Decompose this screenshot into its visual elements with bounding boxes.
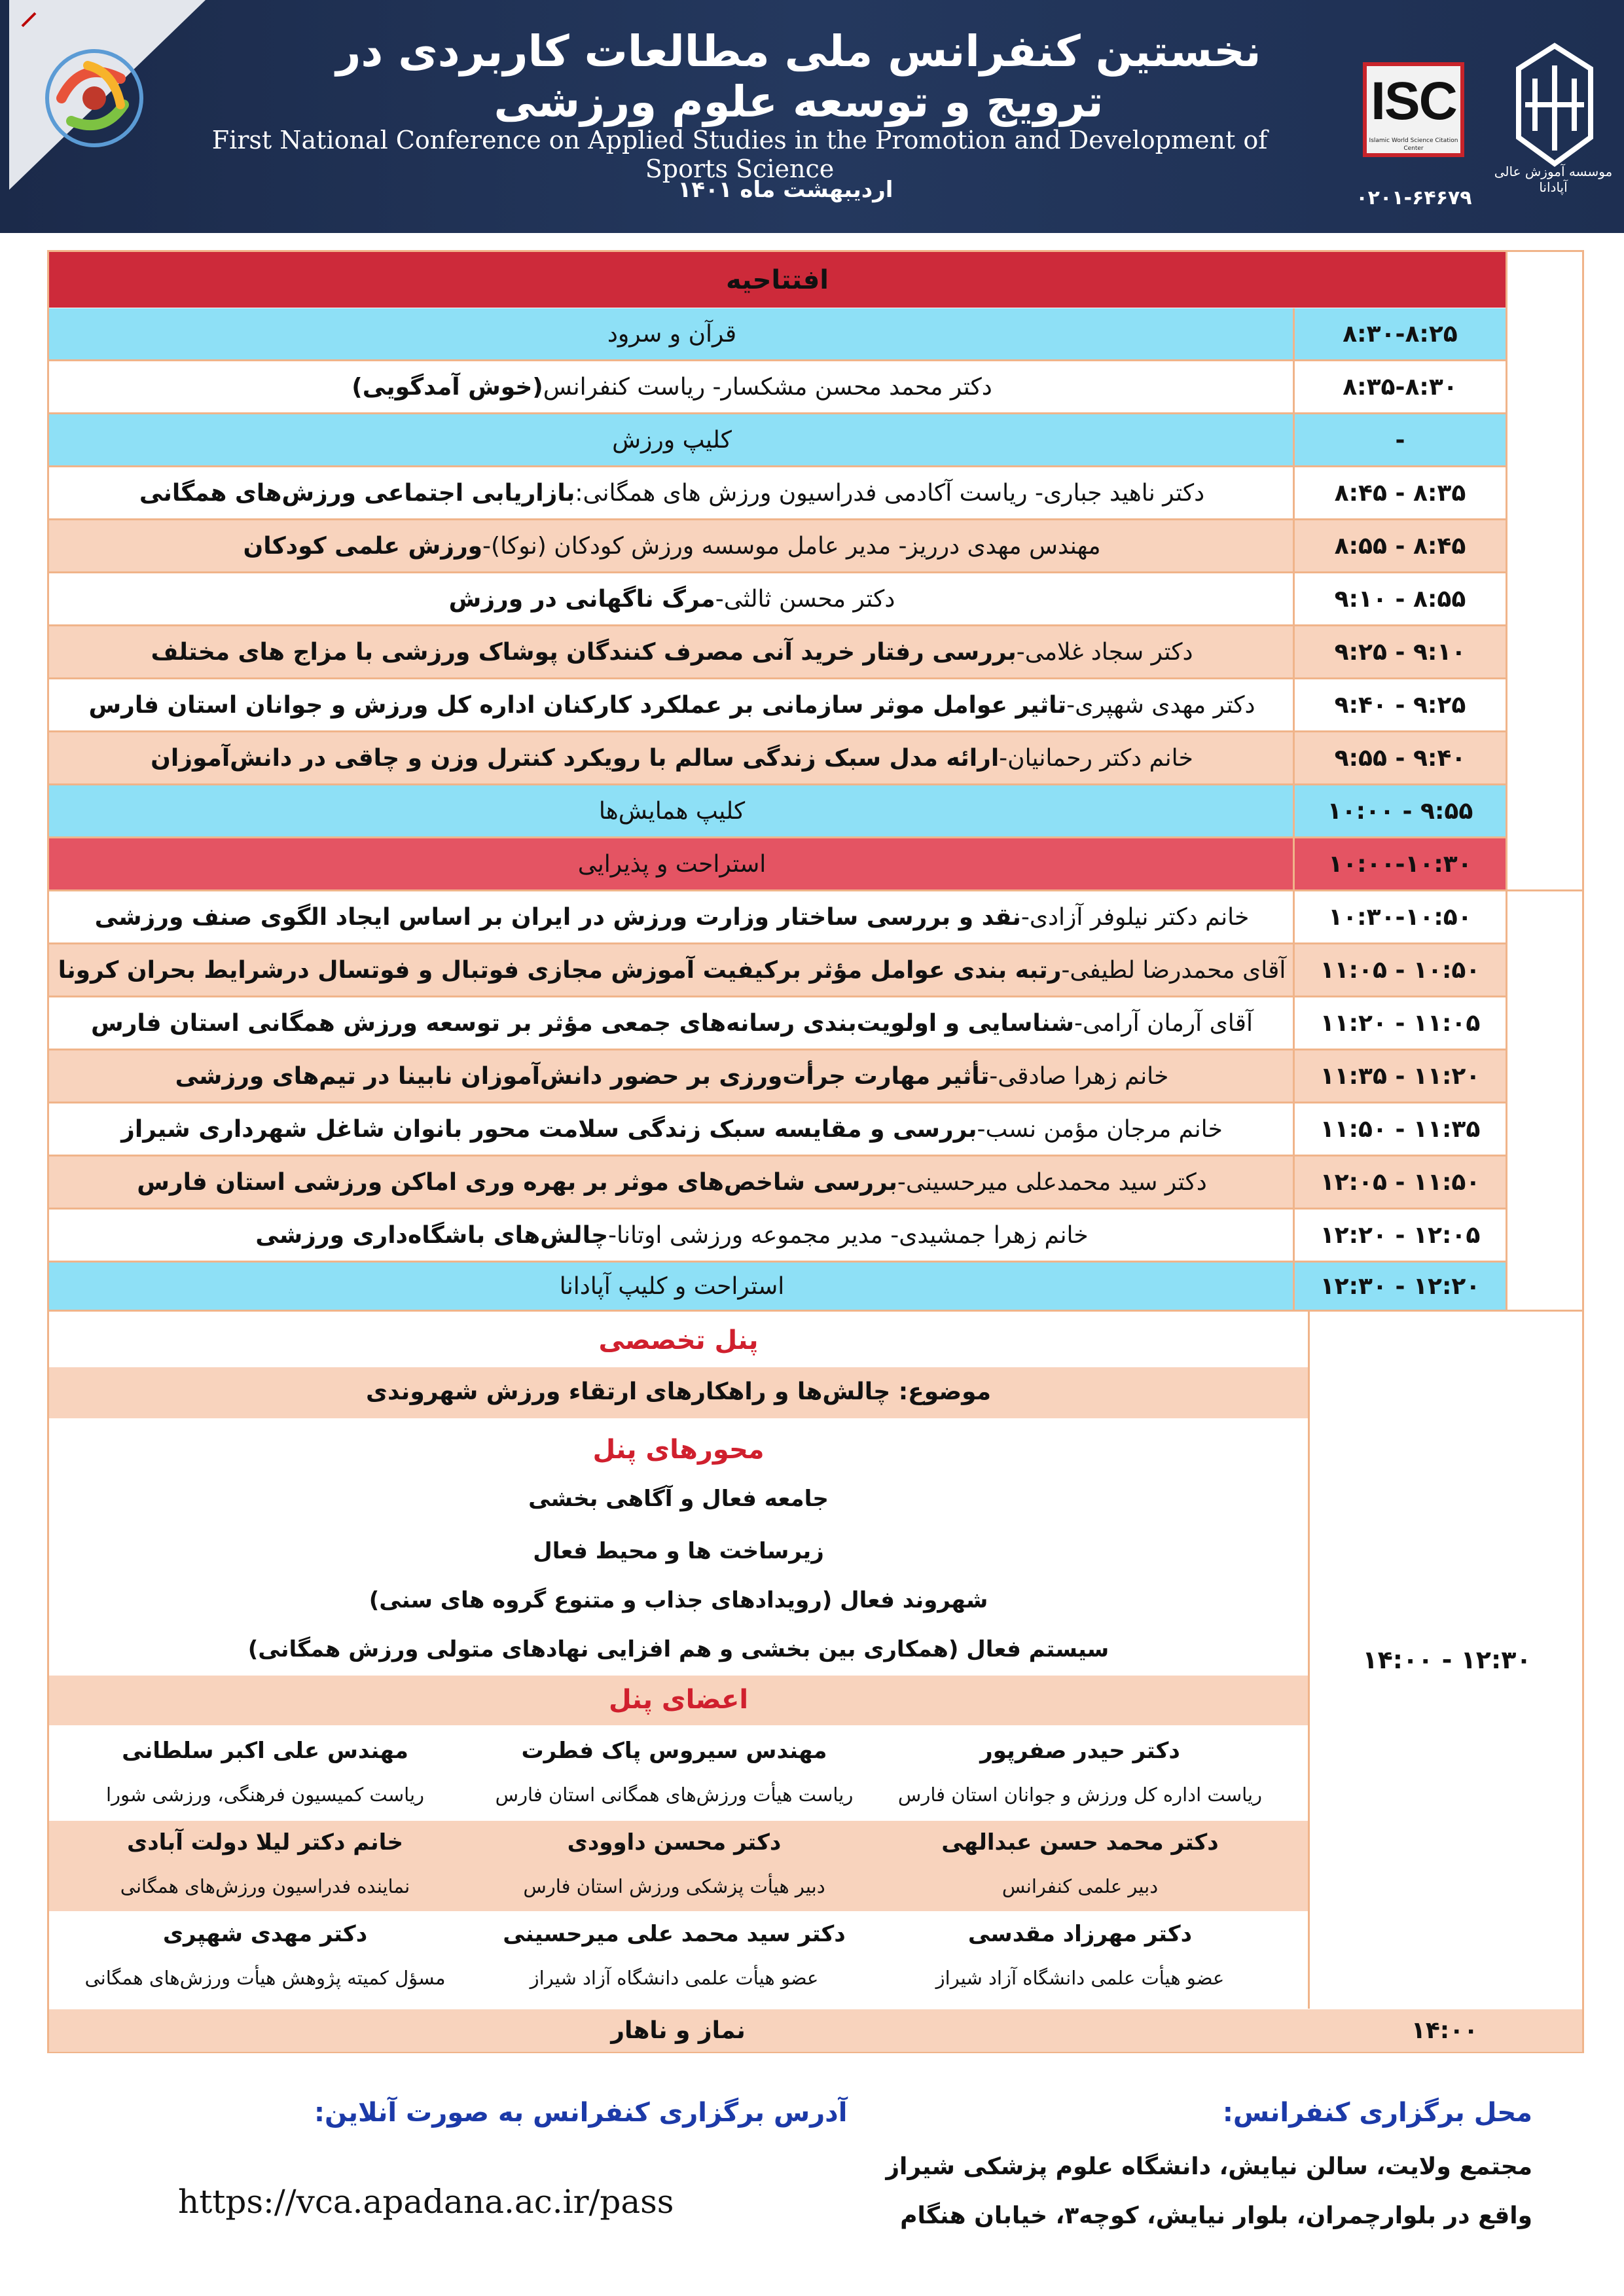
row-topic: مرگ ناگهانی در ورزش xyxy=(448,585,715,613)
panel-member-name: دکتر مهرزاد مقدسی xyxy=(967,1921,1193,1947)
schedule-row xyxy=(49,785,1506,836)
row-time: ۹:۵۵ - ۹:۴۰ xyxy=(1293,732,1506,783)
panel-time: ۱۴:۰۰ - ۱۲:۳۰ xyxy=(1308,1310,1584,2009)
lunch-row xyxy=(49,2009,1582,2052)
opening-header-label: افتتاحیه xyxy=(726,264,829,295)
venue-address-line: مجتمع ولایت، سالن نیایش، دانشگاه علوم پزشکی شیراز xyxy=(886,2153,1532,2180)
row-text: دکتر محسن ثالثی- xyxy=(715,585,895,613)
row-divider xyxy=(49,624,1506,626)
schedule-row xyxy=(49,944,1506,996)
schedule-row xyxy=(49,414,1506,465)
schedule-row xyxy=(49,679,1506,730)
row-text: مهندس مهدی درریز- مدیر عامل موسسه ورزش کودکان (نوکا)- xyxy=(482,532,1101,560)
break-row xyxy=(49,838,1506,889)
panel-axis-item: زیرساخت ها و محیط فعال xyxy=(533,1538,824,1564)
schedule-row xyxy=(49,361,1506,412)
schedule-row xyxy=(49,573,1506,624)
row-text: استراحت و کلیپ آپادانا xyxy=(559,1272,785,1300)
schedule-row xyxy=(49,1263,1506,1310)
row-talk xyxy=(49,785,1295,836)
row-time: ۹:۱۰ - ۸:۵۵ xyxy=(1293,573,1506,624)
panel-member-role: ریاست هیأت ورزش‌های همگانی استان فارس xyxy=(495,1784,854,1806)
row-topic: ورزش علمی کودکان xyxy=(243,532,483,560)
row-text: دکتر ناهید جباری- ریاست آکادمی فدراسیون ورزش های همگانی: xyxy=(575,479,1205,507)
row-talk xyxy=(49,891,1295,942)
row-divider xyxy=(49,1102,1506,1103)
schedule-row xyxy=(49,1210,1506,1261)
column-divider xyxy=(1506,252,1507,1310)
conference-title-fa: نخستین کنفرانس ملی مطالعات کاربردی در ترویج و توسعه علوم ورزشی xyxy=(336,26,1261,127)
row-talk xyxy=(49,520,1295,571)
panel-member-card xyxy=(471,1738,877,1806)
row-time: ۹:۴۰ - ۹:۲۵ xyxy=(1293,679,1506,730)
row-time: ۱۲:۳۰ - ۱۲:۲۰ xyxy=(1293,1263,1506,1310)
apadana-logo-caption: موسسه آموزش عالی آپادانا xyxy=(1494,164,1613,195)
row-divider xyxy=(49,730,1506,732)
row-time: ۱۲:۰۵ - ۱۱:۵۰ xyxy=(1293,1157,1506,1208)
row-talk xyxy=(49,308,1295,359)
row-text: خانم دکتر نیلوفر آزادی- xyxy=(1020,903,1250,931)
panel-member-card xyxy=(62,1921,468,1989)
isc-logo-text: ISC xyxy=(1371,71,1456,131)
row-talk xyxy=(49,1103,1295,1155)
row-topic: نقد و بررسی ساختار وزارت ورزش در ایران بر اساس ایجاد الگوی صنف ورزشی xyxy=(94,903,1021,931)
row-text: خانم زهرا صادقی- xyxy=(989,1062,1169,1090)
row-divider xyxy=(49,465,1506,467)
row-text: دکتر محمد محسن مشکسار- ریاست کنفرانس xyxy=(543,373,992,401)
row-text: خانم زهرا جمشیدی- مدیر مجموعه ورزشی اوتانا- xyxy=(608,1221,1089,1249)
row-talk xyxy=(49,1050,1295,1102)
panel-member-card xyxy=(62,1738,468,1806)
row-talk xyxy=(49,1263,1295,1310)
isc-logo xyxy=(1363,62,1464,157)
panel-member-role: دبیر هیأت پزشکی ورزش استان فارس xyxy=(523,1875,825,1897)
panel-member-card xyxy=(877,1738,1283,1806)
row-divider xyxy=(49,1208,1506,1210)
schedule-row xyxy=(49,626,1506,677)
row-time: ۱۲:۲۰ - ۱۲:۰۵ xyxy=(1293,1210,1506,1261)
row-time: ۱۰:۳۰-۱۰:۵۰ xyxy=(1293,891,1506,942)
row-topic: بررسی شاخص‌های موثر بر بهره وری اماکن ورزشی استان فارس xyxy=(137,1168,897,1196)
row-time: ۱۰:۰۰ - ۹:۵۵ xyxy=(1293,785,1506,836)
row-divider xyxy=(49,783,1506,785)
row-time: ۱۰:۰۰-۱۰:۳۰ xyxy=(1293,838,1506,889)
row-text: استراحت و پذیرایی xyxy=(577,850,767,878)
schedule-row xyxy=(49,1157,1506,1208)
lunch-label: نماز و ناهار xyxy=(611,2017,746,2044)
row-text: دکتر مهدی شهپری- xyxy=(1066,691,1255,719)
panel-member-role: عضو هیأت علمی دانشگاه آزاد شیراز xyxy=(935,1967,1225,1989)
online-address-label: آدرس برگزاری کنفرانس به صورت آنلاین: xyxy=(314,2098,848,2128)
lunch-time: ۱۴:۰۰ xyxy=(1411,2017,1479,2044)
panel-axis-item: جامعه فعال و آگاهی بخشی xyxy=(528,1486,829,1512)
row-talk xyxy=(49,1210,1295,1261)
row-divider xyxy=(49,1261,1506,1263)
row-time: ۱۱:۲۰ - ۱۱:۰۵ xyxy=(1293,997,1506,1049)
schedule-row xyxy=(49,997,1506,1049)
panel-member-name: مهندس علی اکبر سلطانی xyxy=(122,1738,408,1764)
row-talk xyxy=(49,573,1295,624)
schedule-row xyxy=(49,1050,1506,1102)
row-topic: شناسایی و اولویت‌بندی رسانه‌های جمعی مؤثر بر توسعه ورزش همگانی استان فارس xyxy=(91,1009,1074,1037)
panel-member-role: عضو هیأت علمی دانشگاه آزاد شیراز xyxy=(530,1967,819,1989)
panel-member-card xyxy=(471,1921,877,1989)
schedule-row xyxy=(49,520,1506,571)
row-text: قرآن و سرود xyxy=(607,320,737,348)
row-time: - xyxy=(1293,414,1506,465)
panel-member-role: نماینده فدراسیون ورزش‌های همگانی xyxy=(120,1875,410,1897)
panel-member-card xyxy=(877,1921,1283,1989)
row-topic: بررسی رفتار خرید آنی مصرف کنندگان پوشاک ورزشی با مزاج های مختلف xyxy=(151,638,1017,666)
row-topic: بازاریابی اجتماعی ورزش‌های همگانی xyxy=(139,479,575,507)
row-divider xyxy=(49,1155,1506,1157)
isc-code: ۰۲۰۱-۶۴۶۷۹ xyxy=(1356,187,1472,209)
panel-member-name: دکتر مهدی شهپری xyxy=(162,1921,368,1947)
schedule-row xyxy=(49,732,1506,783)
row-divider xyxy=(49,996,1506,997)
row-topic: چالش‌های باشگاه‌داری ورزشی xyxy=(255,1221,609,1249)
panel-topic: موضوع: چالش‌ها و راهکارهای ارتقاء ورزش شهروندی xyxy=(366,1378,991,1405)
row-talk xyxy=(49,732,1295,783)
row-text: کلیپ ورزش xyxy=(612,426,732,454)
row-time: ۱۱:۰۵ - ۱۰:۵۰ xyxy=(1293,944,1506,996)
schedule-row xyxy=(49,308,1506,359)
row-talk xyxy=(49,838,1295,889)
row-talk xyxy=(49,997,1295,1049)
panel-member-name: دکتر حیدر صفرپور xyxy=(980,1738,1180,1764)
row-text: دکتر سجاد غلامی- xyxy=(1016,638,1193,666)
panel-member-card xyxy=(877,1829,1283,1897)
online-url-link[interactable]: https://vca.apadana.ac.ir/pass xyxy=(178,2183,674,2221)
side-divider xyxy=(1506,889,1584,891)
panel-member-name: خانم دکتر لیلا دولت آبادی xyxy=(127,1829,403,1856)
row-topic: رتبه بندی عوامل مؤثر برکیفیت آموزش مجازی فوتبال و فوتسال درشرایط بحران کرونا xyxy=(58,956,1062,984)
row-divider xyxy=(49,889,1506,891)
row-time: ۸:۴۵ - ۸:۳۵ xyxy=(1293,467,1506,518)
row-divider xyxy=(49,359,1506,361)
row-divider xyxy=(49,836,1506,838)
schedule-row xyxy=(49,1103,1506,1155)
row-text: دکتر سید محمدعلی میرحسینی- xyxy=(897,1168,1207,1196)
isc-logo-subtitle: Islamic World Science Citation Center xyxy=(1369,137,1458,152)
row-text: خانم مرجان مؤمن نسب- xyxy=(977,1115,1223,1143)
row-divider xyxy=(49,942,1506,944)
row-time: ۸:۳۰-۸:۲۵ xyxy=(1293,308,1506,359)
panel-member-name: دکتر سید محمد علی میرحسینی xyxy=(503,1921,846,1947)
panel-member-name: دکتر محسن داوودی xyxy=(567,1829,782,1856)
row-time: ۸:۳۵-۸:۳۰ xyxy=(1293,361,1506,412)
panel-axis-item: سیستم فعال (همکاری بین بخشی و هم افزایی نهادهای متولی ورزش همگانی) xyxy=(247,1636,1110,1662)
venue-label: محل برگزاری کنفرانس: xyxy=(1222,2098,1532,2128)
row-text: آقای آرمان آرامی- xyxy=(1074,1009,1253,1037)
row-divider xyxy=(49,412,1506,414)
panel-axes-title: محورهای پنل xyxy=(592,1435,765,1465)
panel-member-role: ریاست کمیسیون فرهنگی، ورزشی شورا xyxy=(105,1784,425,1806)
schedule-row xyxy=(49,891,1506,942)
row-text: آقای محمدرضا لطیفی- xyxy=(1061,956,1286,984)
panel-member-name: مهندس سیروس پاک فطرت xyxy=(521,1738,827,1764)
schedule-row xyxy=(49,467,1506,518)
row-topic: بررسی و مقایسه سبک زندگی سلامت محور بانوان شاغل شهرداری شیراز xyxy=(121,1115,977,1143)
row-time: ۹:۲۵ - ۹:۱۰ xyxy=(1293,626,1506,677)
row-talk xyxy=(49,944,1295,996)
row-topic: تاثیر عوامل موثر سازمانی بر عملکرد کارکنان اداره کل ورزش و جوانان استان فارس xyxy=(88,691,1067,719)
row-divider xyxy=(49,677,1506,679)
row-talk xyxy=(49,414,1295,465)
panel-title: پنل تخصصی xyxy=(598,1325,759,1355)
conference-header xyxy=(0,0,1624,233)
panel-members-title: اعضای پنل xyxy=(608,1685,749,1715)
panel-member-role: مسؤل کمیته پژوهش هیأت ورزش‌های همگانی xyxy=(84,1967,446,1989)
row-talk xyxy=(49,679,1295,730)
panel-member-name: دکتر محمد حسن عبدالهی xyxy=(941,1829,1219,1856)
panel-member-card xyxy=(62,1829,468,1897)
panel-member-role: دبیر علمی کنفرانس xyxy=(1001,1875,1159,1897)
row-text: خانم دکتر رحمانیان- xyxy=(999,744,1193,772)
row-divider xyxy=(49,1049,1506,1050)
row-divider xyxy=(49,571,1506,573)
panel-member-role: ریاست اداره کل ورزش و جوانان استان فارس xyxy=(897,1784,1263,1806)
row-topic: ارائه مدل سبک زندگی سالم با رویکرد کنترل وزن و چاقی در دانش‌آموزان xyxy=(151,744,1000,772)
row-text: کلیپ همایش‌ها xyxy=(598,797,746,825)
conference-emblem-logo xyxy=(9,0,206,190)
row-talk xyxy=(49,626,1295,677)
panel-axis-item: شهروند فعال (رویدادهای جذاب و متنوع گروه های سنی) xyxy=(369,1587,988,1613)
row-time: ۸:۵۵ - ۸:۴۵ xyxy=(1293,520,1506,571)
row-talk xyxy=(49,361,1295,412)
row-time: ۱۱:۳۵ - ۱۱:۲۰ xyxy=(1293,1050,1506,1102)
conference-date: اردیبهشت ماه ۱۴۰۱ xyxy=(677,177,893,203)
opening-header xyxy=(49,252,1506,308)
row-talk xyxy=(49,467,1295,518)
conference-title-en: First National Conference on Applied Studies in the Promotion and Development of Sports Science xyxy=(211,126,1268,183)
venue-address-line: واقع در بلوارچمران، بلوار نیایش، کوچه۳، خیابان هنگام xyxy=(900,2202,1532,2229)
row-divider xyxy=(49,518,1506,520)
panel-member-card xyxy=(471,1829,877,1897)
row-time: ۱۱:۵۰ - ۱۱:۳۵ xyxy=(1293,1103,1506,1155)
row-topic: تأثیر مهارت جرأت‌ورزی بر حضور دانش‌آموزان نابینا در تیم‌های ورزشی xyxy=(175,1062,990,1090)
row-topic: (خوش آمدگویی) xyxy=(352,373,543,401)
row-talk xyxy=(49,1157,1295,1208)
